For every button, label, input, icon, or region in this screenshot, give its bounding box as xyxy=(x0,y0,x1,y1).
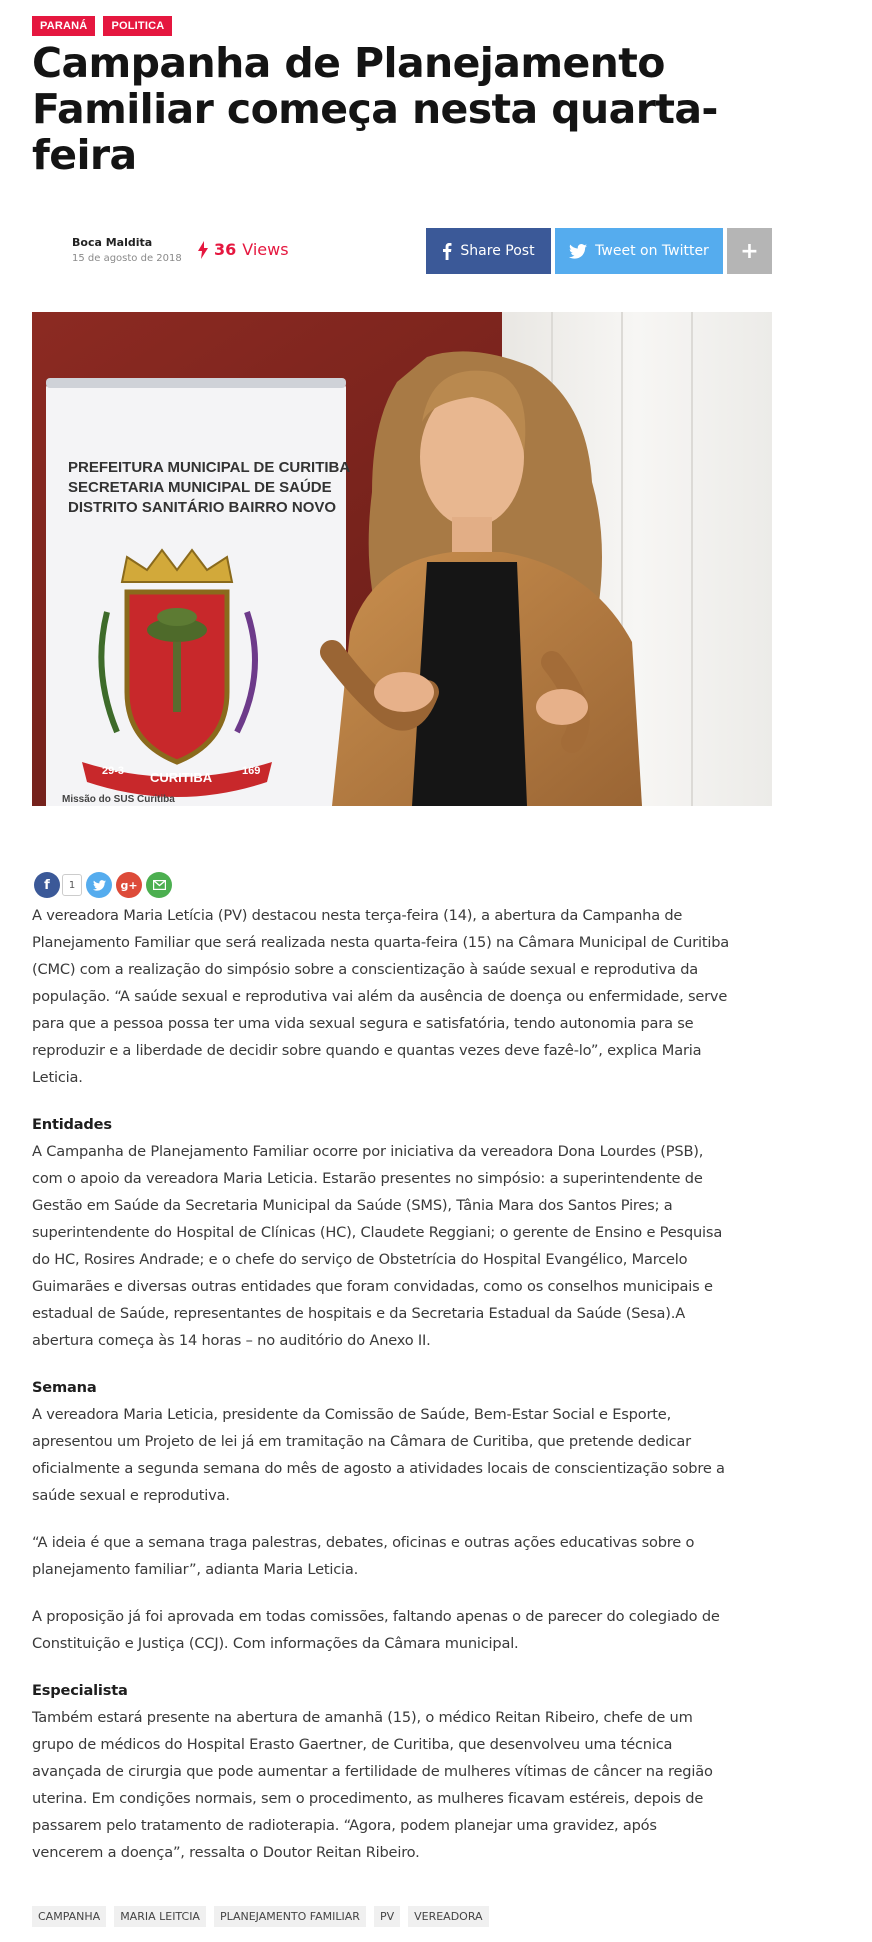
article-body xyxy=(32,902,732,1886)
publish-date: 15 de agosto de 2018 xyxy=(72,253,182,264)
email-share-icon[interactable] xyxy=(146,872,172,898)
facebook-share-icon[interactable]: f xyxy=(34,872,60,898)
banner-footer-text: Missão do SUS Curitiba xyxy=(62,794,175,805)
banner-line-1: PREFEITURA MUNICIPAL DE CURITIBA xyxy=(68,459,351,476)
tag-campanha[interactable]: CAMPANHA xyxy=(32,1906,106,1927)
facebook-icon xyxy=(442,242,452,260)
article-paragraph: A vereadora Maria Letícia (PV) destacou nesta terça-feira (14), a abertura da Campanha de Planejamento Familiar que será realizada nesta quarta-feira (15) na Câmara Municipal de Curitiba (CMC) com a realização do simpósio sobre a conscientização à saúde sexual e reprodutiva da população. “A saúde sexual e reprodutiva vai além da ausência de doença ou enfermidade, serve para que a pessoa possa ter uma vida sexual segura e satisfatória, tendo autonomia para se reproduzir e a liberdade de decidir sobre quando e quantas vezes deve fazê-lo”, explica Maria Leticia. xyxy=(32,907,730,1086)
author-name[interactable]: Boca Maldita xyxy=(72,236,153,249)
google-plus-share-icon[interactable]: g+ xyxy=(116,872,142,898)
more-share-button[interactable]: + xyxy=(727,228,772,274)
tag-list xyxy=(32,1906,489,1927)
article-section-semana xyxy=(32,1374,732,1509)
twitter-share-icon[interactable] xyxy=(86,872,112,898)
avatar[interactable] xyxy=(32,232,66,266)
social-share-row xyxy=(34,872,172,898)
tag-vereadora[interactable]: VEREADORA xyxy=(408,1906,488,1927)
section-heading-especialista: Especialista xyxy=(32,1682,128,1699)
article-paragraph: A Campanha de Planejamento Familiar ocorre por iniciativa da vereadora Dona Lourdes (PSB), com o apoio da vereadora Maria Leticia. Estarão presentes no simpósio: a superintendente de Gestão em Saúde da Secretaria Municipal da Saúde (SMS), Tânia Mara dos Santos Pires; a superintendente do Hospital de Clínicas (HC), Claudete Reggiani; o gerente de Ensino e Pesquisa do HC, Rosires Andrade; e o chefe do serviço de Obstetrícia do Hospital Evangélico, Marcelo Guimarães e diversas outras entidades que foram convidadas, como os conselhos municipais e estadual de Saúde, representantes de hospitais e da Secretaria Estadual da Saúde (Sesa).A abertura começa às 14 horas – no auditório do Anexo II. xyxy=(32,1143,723,1349)
article-paragraph: Também estará presente na abertura de amanhã (15), o médico Reitan Ribeiro, chefe de um grupo de médicos do Hospital Erasto Gaertner, de Curitiba, que desenvolveu uma técnica avançada de cirurgia que pode aumentar a fertilidade de mulheres vítimas de câncer na região uterina. Em condições normais, sem o procedimento, as mulheres ficavam estéreis, depois de passarem pelo tratamento de radioterapia. “Agora, podem planejar uma gravidez, após vencerem a doença”, ressalta o Doutor Reitan Ribeiro. xyxy=(32,1709,713,1861)
facebook-share-count: 1 xyxy=(62,874,82,896)
tag-maria-leitcia[interactable]: MARIA LEITCIA xyxy=(114,1906,206,1927)
article-paragraph: A proposição já foi aprovada em todas comissões, faltando apenas o de parecer do colegiado de Constituição e Justiça (CCJ). Com informações da Câmara municipal. xyxy=(32,1608,720,1652)
section-heading-semana: Semana xyxy=(32,1379,97,1396)
tag-pv[interactable]: PV xyxy=(374,1906,400,1927)
ribbon-text: CURITIBA xyxy=(150,770,213,785)
views-counter xyxy=(198,240,289,259)
section-heading-entidades: Entidades xyxy=(32,1116,112,1133)
article-section-entidades xyxy=(32,1111,732,1354)
article-paragraph: A vereadora Maria Leticia, presidente da Comissão de Saúde, Bem-Estar Social e Esporte, apresentou um Projeto de lei já em tramitação na Câmara de Curitiba, que pretende dedicar oficialmente a segunda semana do mês de agosto a atividades locais de conscientização sobre a saúde sexual e reprodutiva. xyxy=(32,1406,725,1504)
share-post-button[interactable] xyxy=(426,228,551,274)
article-section-especialista xyxy=(32,1677,732,1866)
article-meta xyxy=(32,228,772,274)
views-count: 36 xyxy=(214,240,237,259)
hero-image xyxy=(32,312,772,806)
category-badges xyxy=(32,16,172,36)
hero-photo xyxy=(32,312,772,806)
banner-line-3: DISTRITO SANITÁRIO BAIRRO NOVO xyxy=(68,499,337,516)
views-label: Views xyxy=(242,240,289,259)
tweet-label: Tweet on Twitter xyxy=(595,243,709,259)
twitter-icon xyxy=(569,244,587,259)
category-badge-politica[interactable]: POLITICA xyxy=(103,16,172,36)
ribbon-right-text: 169 xyxy=(242,765,261,777)
banner-line-2: SECRETARIA MUNICIPAL DE SAÚDE xyxy=(68,479,332,496)
share-post-label: Share Post xyxy=(460,243,535,259)
bolt-icon xyxy=(198,241,208,259)
article-title: Campanha de Planejamento Familiar começa nesta quarta-feira xyxy=(32,39,718,179)
tag-planejamento-familiar[interactable]: PLANEJAMENTO FAMILIAR xyxy=(214,1906,366,1927)
ribbon-left-text: 29-3 xyxy=(102,765,125,777)
category-badge-parana[interactable]: PARANÁ xyxy=(32,16,95,36)
article-paragraph: “A ideia é que a semana traga palestras, debates, oficinas e outras ações educativas sobre o planejamento familiar”, adianta Maria Leticia. xyxy=(32,1534,695,1578)
tweet-button[interactable] xyxy=(555,228,723,274)
